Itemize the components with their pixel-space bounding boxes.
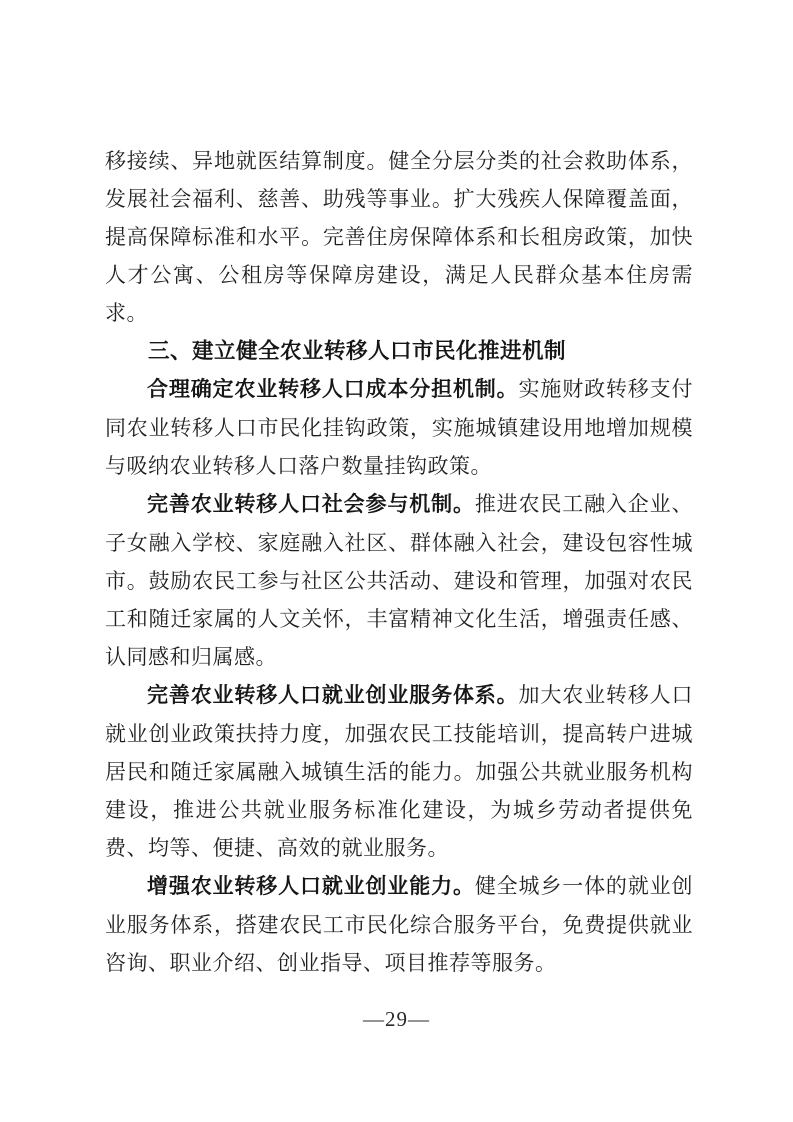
paragraph-social-participation-lead: 完善农业转移人口社会参与机制。 bbox=[147, 493, 475, 516]
paragraph-employment-service-text: 加大农业转移人口就业创业政策扶持力度，加强农民工技能培训，提高转户进城居民和随迁家属融入城镇生活的能力。加强公共就业服务机构建设，推进公共就业服务标准化建设，为城乡劳动者提供免费、均等、便捷、高效的就业服务。 bbox=[105, 683, 694, 860]
paragraph-cost-sharing-lead: 合理确定农业转移人口成本分担机制。 bbox=[147, 378, 519, 401]
paragraph-employment-service bbox=[105, 676, 693, 867]
paragraph-social-participation bbox=[105, 485, 693, 676]
page-number: —29— bbox=[363, 1007, 430, 1031]
paragraph-cost-sharing bbox=[105, 370, 693, 485]
paragraph-employment-ability-text: 健全城乡一体的就业创业服务体系，搭建农民工市民化综合服务平台，免费提供就业咨询、职业介绍、创业指导、项目推荐等服务。 bbox=[105, 874, 693, 975]
paragraph-employment-ability bbox=[105, 867, 693, 982]
section-heading: 三、建立健全农业转移人口市民化推进机制 bbox=[148, 339, 567, 363]
continuation-paragraph-text: 移接续、异地就医结算制度。健全分层分类的社会救助体系，发展社会福利、慈善、助残等事业。扩大残疾人保障覆盖面，提高保障标准和水平。完善住房保障体系和长租房政策，加快人才公寓、公租房等保障房建设，满足人民群众基本住房需求。 bbox=[105, 149, 693, 325]
paragraph-cost-sharing-text: 实施财政转移支付同农业转移人口市民化挂钩政策，实施城镇建设用地增加规模与吸纳农业转移人口落户数量挂钩政策。 bbox=[105, 377, 694, 478]
paragraph-social-participation-text: 推进农民工融入企业、子女融入学校、家庭融入社区、群体融入社会，建设包容性城市。鼓励农民工参与社区公共活动、建设和管理，加强对农民工和随迁家属的人文关怀，丰富精神文化生活，增强责任感、认同感和归属感。 bbox=[105, 492, 693, 669]
continuation-paragraph bbox=[105, 142, 693, 332]
page-content bbox=[105, 142, 693, 982]
paragraph-employment-service-lead: 完善农业转移人口就业创业服务体系。 bbox=[147, 684, 519, 707]
paragraph-employment-ability-lead: 增强农业转移人口就业创业能力。 bbox=[147, 875, 475, 898]
